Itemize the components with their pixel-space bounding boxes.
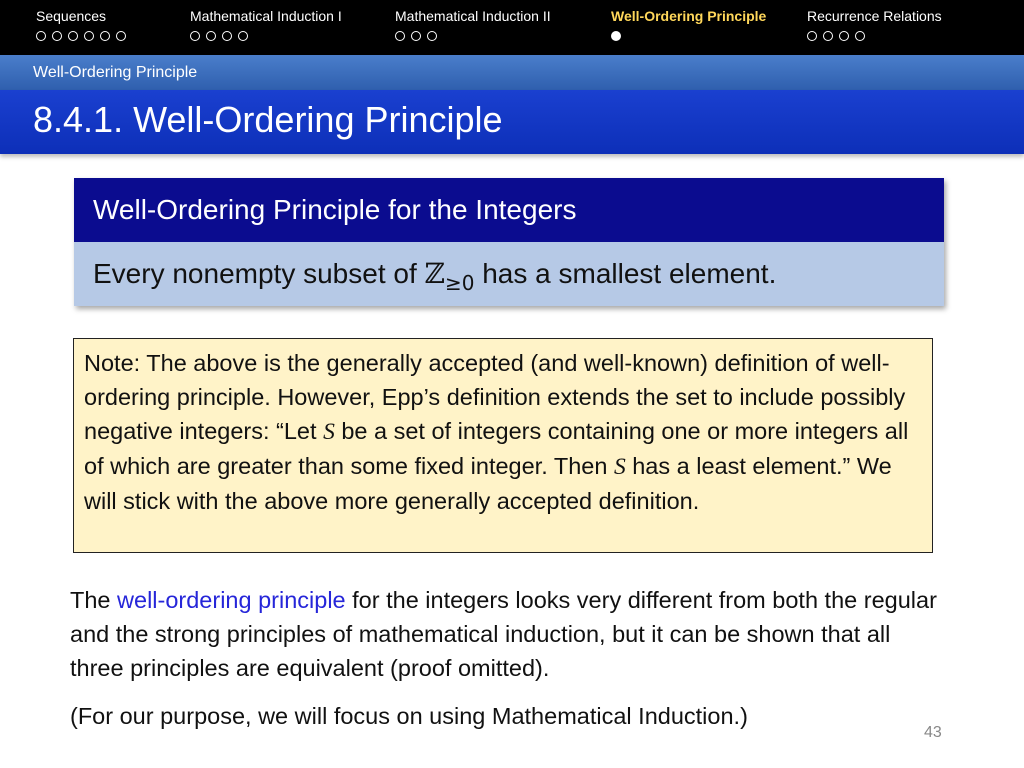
theorem-block [74, 178, 944, 306]
math-variable-s: S [323, 419, 335, 445]
nav-frame-dots [395, 31, 443, 43]
frame-title-bar [0, 90, 1024, 154]
nav-section-label[interactable]: Sequences [36, 8, 107, 24]
paragraph-text-after: for the integers looks very different from both the regular and the strong principles of mathematical induction, but it can be shown that all three principles are equivalent (proof omitted). [70, 587, 937, 681]
nav-frame-dots [36, 31, 132, 43]
nav-frame-dots [807, 31, 871, 43]
frame-dot[interactable] [222, 31, 232, 41]
paragraph-text-before: The [70, 587, 118, 613]
integer-set-symbol: ℤ [424, 257, 445, 290]
frame-dot[interactable] [84, 31, 94, 41]
frame-dot[interactable] [839, 31, 849, 41]
frame-dot[interactable] [52, 31, 62, 41]
math-variable-s: S [613, 454, 626, 480]
body-paragraph-1 [70, 583, 950, 685]
note-text-1: Note: The above is the generally accepted (and well-known) definition of well-ordering principle. However, Epp’s definition extends the set to include possibly negative integers: “Let [84, 350, 906, 444]
subsection-bar [0, 55, 1024, 90]
frame-dot[interactable] [411, 31, 421, 41]
nav-frame-dots [611, 31, 627, 43]
subsection-title: Well-Ordering Principle [33, 64, 198, 81]
frame-dot[interactable] [427, 31, 437, 41]
body-paragraph-2: (For our purpose, we will focus on using Mathematical Induction.) [70, 703, 748, 729]
note-box [73, 338, 933, 553]
highlighted-term: well-ordering principle [117, 587, 346, 613]
theorem-heading: Well-Ordering Principle for the Integers [74, 178, 944, 242]
frame-dot[interactable] [807, 31, 817, 41]
frame-dot[interactable] [823, 31, 833, 41]
frame-title: 8.4.1. Well-Ordering Principle [33, 99, 503, 140]
nav-section-label[interactable]: Mathematical Induction II [395, 8, 551, 24]
theorem-body [74, 242, 944, 306]
note-text-3: has a least element.” We will stick with the above more generally accepted definition. [84, 453, 892, 514]
nav-frame-dots [190, 31, 254, 43]
nav-section-label[interactable]: Well-Ordering Principle [611, 8, 767, 24]
page-number: 43 [924, 724, 942, 741]
nav-section-label[interactable]: Mathematical Induction I [190, 8, 342, 24]
frame-dot[interactable] [855, 31, 865, 41]
theorem-text-before: Every nonempty subset of [93, 258, 425, 289]
frame-dot[interactable] [238, 31, 248, 41]
frame-dot[interactable] [395, 31, 405, 41]
nav-section-label[interactable]: Recurrence Relations [807, 8, 942, 24]
section-navigation [0, 0, 1024, 55]
frame-dot[interactable] [116, 31, 126, 41]
theorem-text-after: has a smallest element. [474, 258, 777, 289]
current-frame-dot[interactable] [611, 31, 621, 41]
note-text-2: be a set of integers containing one or more integers all of which are greater than some fixed integer. Then [84, 418, 909, 479]
frame-dot[interactable] [68, 31, 78, 41]
frame-dot[interactable] [190, 31, 200, 41]
frame-dot[interactable] [100, 31, 110, 41]
frame-dot[interactable] [36, 31, 46, 41]
frame-dot[interactable] [206, 31, 216, 41]
integer-set-subscript: ≥0 [444, 271, 475, 295]
